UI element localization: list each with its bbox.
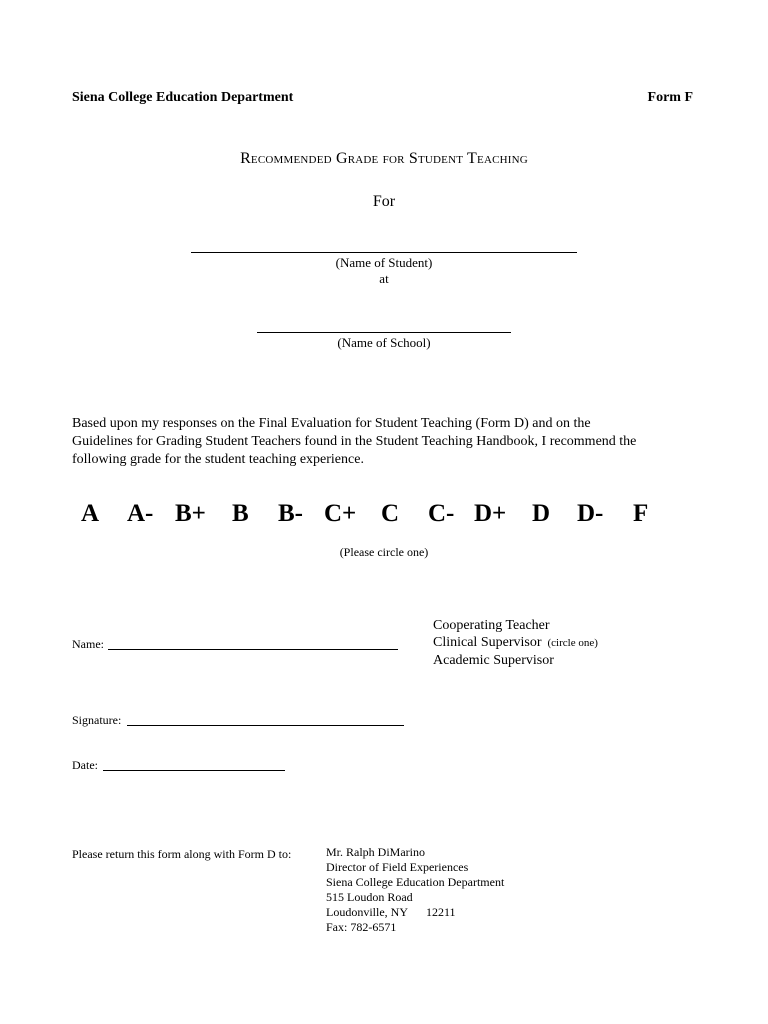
grade-option[interactable]: D+ bbox=[474, 500, 507, 527]
role-academic-supervisor[interactable]: Academic Supervisor bbox=[433, 653, 554, 668]
return-address bbox=[326, 845, 504, 935]
date-label: Date: bbox=[72, 758, 98, 772]
signature-label: Signature: bbox=[72, 713, 122, 727]
address-fax: Fax: 782-6571 bbox=[326, 920, 397, 934]
grade-option[interactable]: C- bbox=[428, 500, 455, 527]
grade-option[interactable]: C bbox=[381, 500, 400, 527]
address-zip: 12211 bbox=[426, 905, 456, 919]
school-name-caption: (Name of School) bbox=[337, 335, 431, 350]
grade-option[interactable]: B bbox=[232, 500, 249, 527]
role-clinical-supervisor[interactable]: Clinical Supervisor bbox=[433, 635, 542, 650]
student-name-line[interactable] bbox=[191, 252, 577, 253]
signature-field-line[interactable] bbox=[127, 725, 404, 726]
address-name: Mr. Ralph DiMarino bbox=[326, 845, 425, 859]
at-label: at bbox=[379, 271, 389, 286]
grade-options bbox=[72, 500, 672, 532]
department-name: Siena College Education Department bbox=[72, 90, 294, 105]
circle-one-note: (circle one) bbox=[547, 637, 598, 649]
address-street: 515 Loudon Road bbox=[326, 890, 413, 904]
grade-option[interactable]: A bbox=[81, 500, 100, 527]
paragraph-line: Guidelines for Grading Student Teachers found in the Student Teaching Handbook, I recommend the bbox=[72, 434, 637, 449]
paragraph-line: following grade for the student teaching experience. bbox=[72, 452, 364, 467]
student-name-caption: (Name of Student) bbox=[335, 255, 433, 270]
grade-option[interactable]: C+ bbox=[324, 500, 357, 527]
form-title: Recommended Grade for Student Teaching bbox=[240, 150, 528, 167]
grade-option[interactable]: D bbox=[532, 500, 551, 527]
name-field-line[interactable] bbox=[108, 649, 398, 650]
date-field-line[interactable] bbox=[103, 770, 285, 771]
grade-option[interactable]: F bbox=[633, 500, 649, 527]
form-id: Form F bbox=[647, 90, 693, 105]
instruction-paragraph bbox=[72, 415, 702, 469]
name-label: Name: bbox=[72, 637, 104, 651]
address-department: Siena College Education Department bbox=[326, 875, 505, 889]
role-cooperating-teacher[interactable]: Cooperating Teacher bbox=[433, 618, 550, 633]
grade-option[interactable]: D- bbox=[577, 500, 604, 527]
grade-instruction: (Please circle one) bbox=[339, 545, 429, 559]
paragraph-line: Based upon my responses on the Final Evaluation for Student Teaching (Form D) and on the bbox=[72, 416, 591, 431]
school-name-line[interactable] bbox=[257, 332, 511, 333]
grade-option[interactable]: B- bbox=[278, 500, 303, 527]
address-title: Director of Field Experiences bbox=[326, 860, 469, 874]
for-label: For bbox=[372, 193, 396, 210]
address-city: Loudonville, NY bbox=[326, 905, 408, 919]
grade-option[interactable]: A- bbox=[127, 500, 154, 527]
return-instruction: Please return this form along with Form D to: bbox=[72, 847, 292, 861]
grade-option[interactable]: B+ bbox=[175, 500, 206, 527]
role-options bbox=[433, 617, 598, 669]
